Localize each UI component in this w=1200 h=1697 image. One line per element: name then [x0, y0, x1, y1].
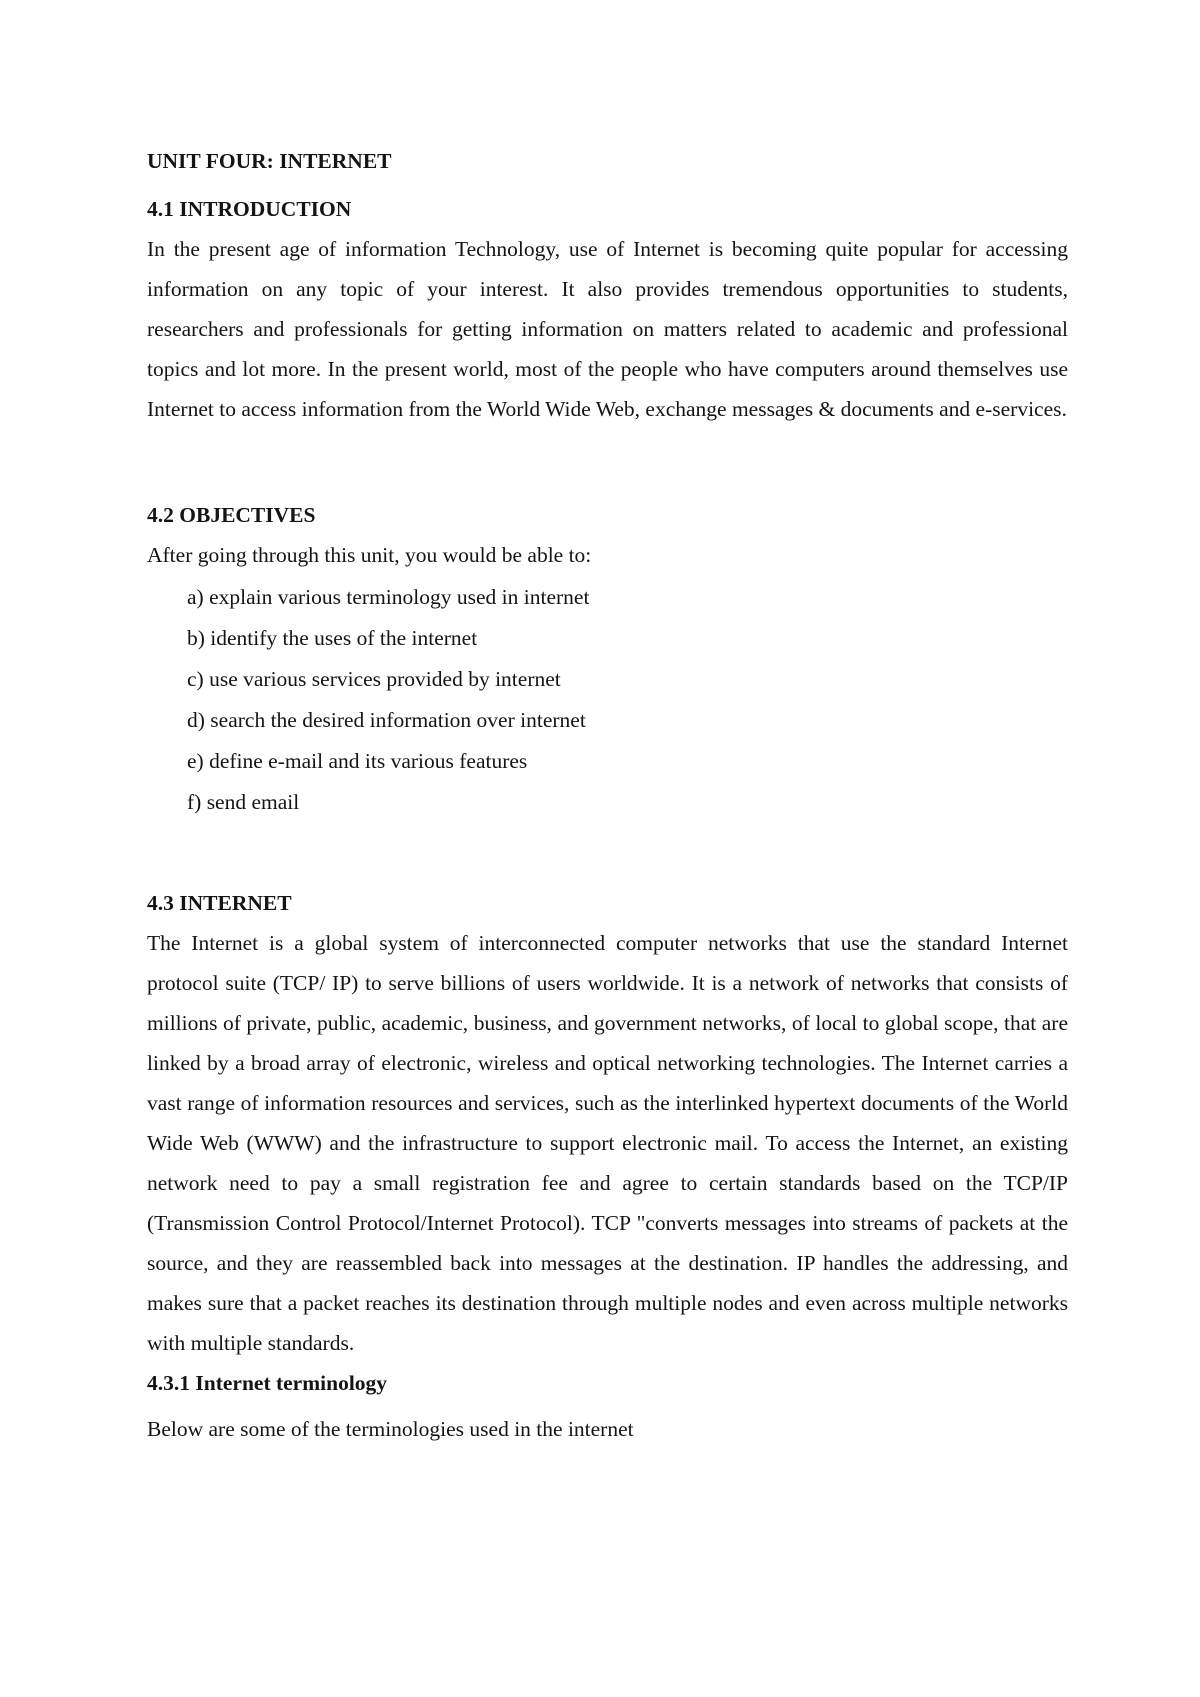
list-item: c) use various services provided by internet	[187, 667, 561, 691]
objectives-intro: After going through this unit, you would be able to:	[147, 543, 592, 567]
section-heading-objectives: 4.2 OBJECTIVES	[147, 503, 316, 527]
section-heading-introduction: 4.1 INTRODUCTION	[147, 197, 352, 221]
terminology-intro: Below are some of the terminologies used in the internet	[147, 1417, 634, 1441]
spacer	[147, 823, 1068, 883]
list-item: e) define e-mail and its various features	[187, 749, 528, 773]
document-body	[147, 141, 1068, 1449]
objectives-list	[147, 577, 1068, 823]
section-heading-terminology: 4.3.1 Internet terminology	[147, 1371, 388, 1395]
unit-title: UNIT FOUR: INTERNET	[147, 149, 392, 173]
list-item: d) search the desired information over internet	[187, 708, 586, 732]
list-item: a) explain various terminology used in internet	[187, 585, 590, 609]
section-heading-internet: 4.3 INTERNET	[147, 891, 292, 915]
spacer	[147, 429, 1068, 495]
list-item: b) identify the uses of the internet	[187, 626, 478, 650]
list-item: f) send email	[187, 790, 300, 814]
internet-paragraph: The Internet is a global system of interconnected computer networks that use the standard Internet protocol suite (TCP/ IP) to serve billions of users worldwide. It is a network of networks that consists of millions of private, public, academic, business, and government networks, of local to global scope, that are linked by a broad array of electronic, wireless and optical networking technologies. The Internet carries a vast range of information resources and services, such as the interlinked hypertext documents of the World Wide Web (WWW) and the infrastructure to support electronic mail. To access the Internet, an existing network need to pay a small registration fee and agree to certain standards based on the TCP/IP (Transmission Control Protocol/Internet Protocol). TCP "converts messages into streams of packets at the source, and they are reassembled back into messages at the destination. IP handles the addressing, and makes sure that a packet reaches its destination through multiple nodes and even across multiple networks with multiple standards.	[147, 931, 1068, 1355]
introduction-paragraph: In the present age of information Technology, use of Internet is becoming quite popular for accessing information on any topic of your interest. It also provides tremendous opportunities to students, researchers and professionals for getting information on matters related to academic and professional topics and lot more. In the present world, most of the people who have computers around themselves use Internet to access information from the World Wide Web, exchange messages & documents and e-services.	[147, 237, 1068, 421]
